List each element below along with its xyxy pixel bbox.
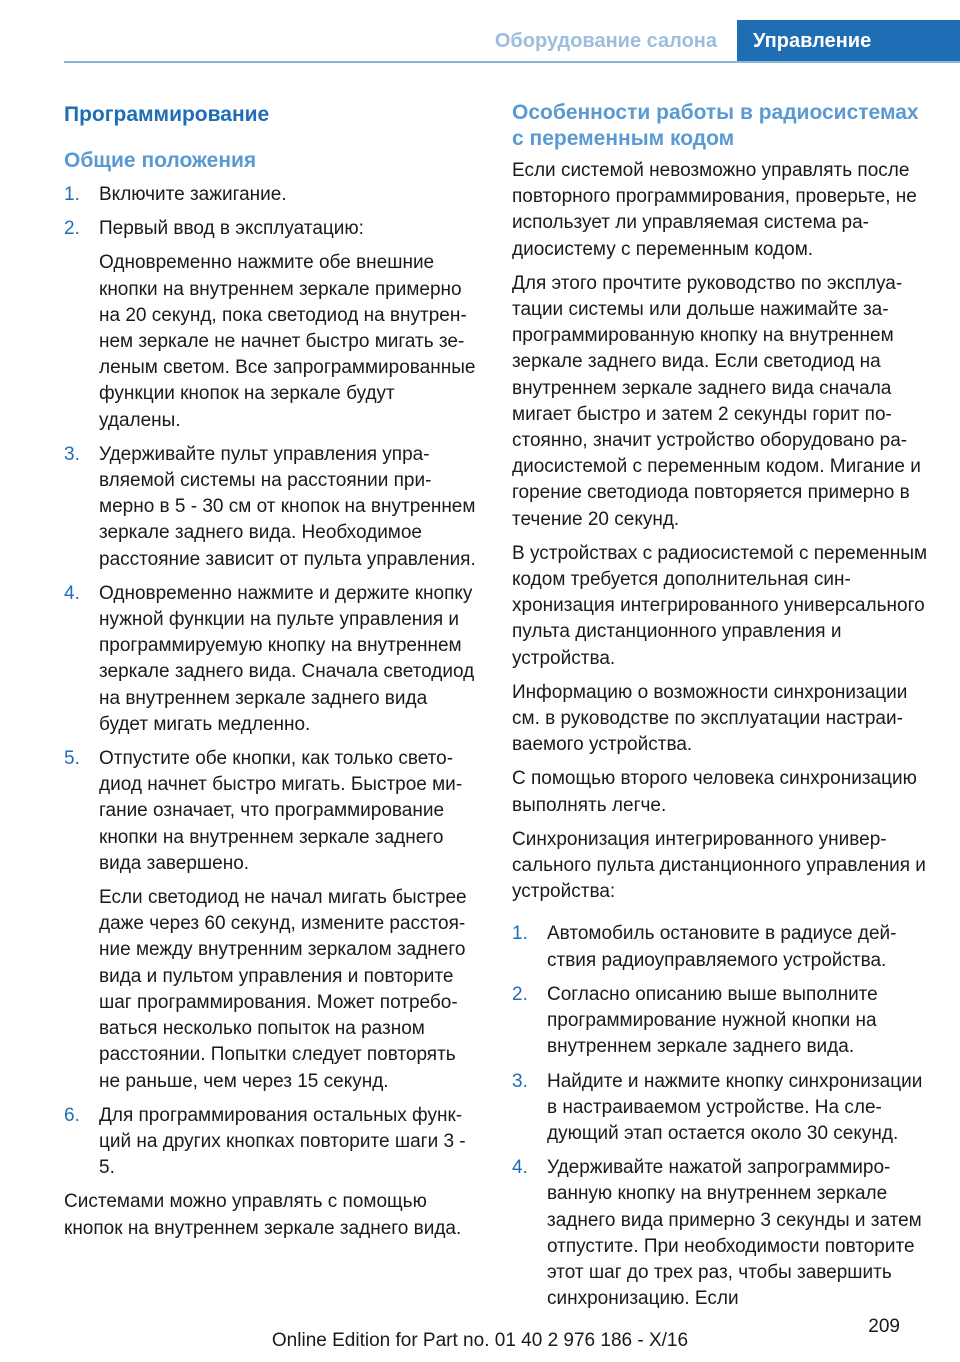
footer-edition: Online Edition for Part no. 01 40 2 976 186 - X/16	[271, 1330, 689, 1351]
list-item	[512, 982, 932, 1061]
section-title: Программирование	[64, 103, 270, 126]
left-column	[64, 100, 479, 1250]
list-item	[64, 442, 479, 573]
step-text: Первый ввод в эксплуатацию:	[99, 218, 364, 240]
right-steps-list	[512, 921, 932, 1312]
step-number: 2.	[512, 983, 528, 1005]
step-number: 1.	[64, 184, 80, 205]
paragraph: Для этого прочтите руководство по эксплуатации системы или дольше нажимайте запрограммированную кнопку на внутреннем зеркале заднего вида. Если светодиод на внутреннем зеркале заднего вида сначала мигает быстро и затем 2 секунды горит постоянно, значит устройство оборудовано радиосистемой с переменным кодом. Мигание и горение светодиода повторяется примерно в течение 20 секунд.	[512, 272, 921, 530]
list-item	[64, 746, 479, 1095]
page-number: 209	[868, 1316, 900, 1337]
step-number: 1.	[512, 923, 528, 945]
list-item	[512, 921, 932, 973]
step-text: Одновременно нажмите и держите кнопку нужной функции на пульте управления и программируемую кнопку на внутреннем зеркале заднего вида. Сначала светодиод на внутреннем зеркале заднего вида будет мигать медленно.	[99, 582, 475, 735]
header-section-title: Оборудование салона	[494, 30, 717, 52]
paragraph: В устройствах с радиосистемой с переменным кодом требуется дополнительная синхронизация интегрированного универсального пульта дистанционного управления и устройства.	[512, 542, 928, 669]
step-text: Удерживайте нажатой запрограммированную кнопку на внутреннем зеркале заднего вида примерно 3 секунды и затем отпустите. При необходимости повторите этот шаг до трех раз, чтобы завершить синхронизацию. Если	[547, 1157, 922, 1310]
step-number: 6.	[64, 1104, 80, 1126]
list-item	[512, 1155, 932, 1312]
header-chapter-tab: Управление	[737, 20, 960, 63]
step-text: Автомобиль остановите в радиусе действия радиоуправляемого устройства.	[547, 923, 897, 971]
step-number: 3.	[64, 443, 80, 465]
step-text: Включите зажигание.	[99, 184, 287, 205]
list-item	[64, 1103, 479, 1182]
left-steps-list	[64, 182, 479, 1181]
step-number: 3.	[512, 1070, 528, 1092]
step-number: 4.	[64, 582, 80, 604]
step-text: Отпустите обе кнопки, как только светодиод начнет быстро мигать. Быстрое мигание означает, что программирование кнопки на внутреннем зеркале заднего вида завершено.	[99, 748, 463, 874]
header-rule	[64, 61, 960, 63]
subsection-title: Общие положения	[64, 149, 257, 172]
step-text: Если светодиод не начал мигать быстрее даже через 60 секунд, измените расстояние между внутренним зеркалом заднего вида и пультом управления и повторите шаг программирования. Может потребоваться несколько попыток на разном расстоянии. Попытки следует повторять не раньше, чем через 15 секунд.	[99, 887, 467, 1092]
list-item	[64, 581, 479, 738]
list-item	[64, 182, 479, 208]
step-number: 2.	[64, 218, 80, 240]
paragraph: Информацию о возможности синхронизации см. в руководстве по эксплуатации настраиваемого устройства.	[512, 681, 908, 756]
step-number: 5.	[64, 748, 80, 770]
list-item	[64, 216, 479, 434]
step-text: Согласно описанию выше выполните программирование нужной кнопки на внутреннем зеркале заднего вида.	[547, 983, 878, 1058]
right-column	[512, 100, 932, 1320]
list-item	[512, 1069, 932, 1148]
subsection-title: Особенности работы в радиосистемах с переменным кодом	[512, 101, 919, 150]
step-text: Найдите и нажмите кнопку синхронизации в настраиваемом устройстве. На следующий этап остается около 30 секунд.	[547, 1070, 923, 1144]
step-text: Удерживайте пульт управления управляемой системы на расстоянии примерно в 5 - 30 см от кнопок на внутреннем зеркале заднего вида. Необходимое расстояние зависит от пульта управления.	[99, 443, 476, 570]
closing-paragraph: Системами можно управлять с помощью кнопок на внутреннем зеркале заднего вида.	[64, 1191, 462, 1239]
paragraph: Синхронизация интегрированного универсального пульта дистанционного управления и устройства:	[512, 828, 926, 903]
step-number: 4.	[512, 1157, 528, 1179]
paragraph: Если системой невозможно управлять после повторного программирования, проверьте, не использует ли управляемая система радиосистему с переменным кодом.	[512, 160, 917, 260]
paragraph: С помощью второго человека синхронизацию выполнять легче.	[512, 768, 917, 816]
step-text: Для программирования остальных функций на других кнопках повторите шаги 3 - 5.	[99, 1104, 466, 1179]
step-text: Одновременно нажмите обе внешние кнопки на внутреннем зеркале примерно на 20 секунд, пока светодиод на внутреннем зеркале не начнет быстро мигать зеленым светом. Все запрограммированные функции кнопок на зеркале будут удалены.	[99, 252, 476, 431]
